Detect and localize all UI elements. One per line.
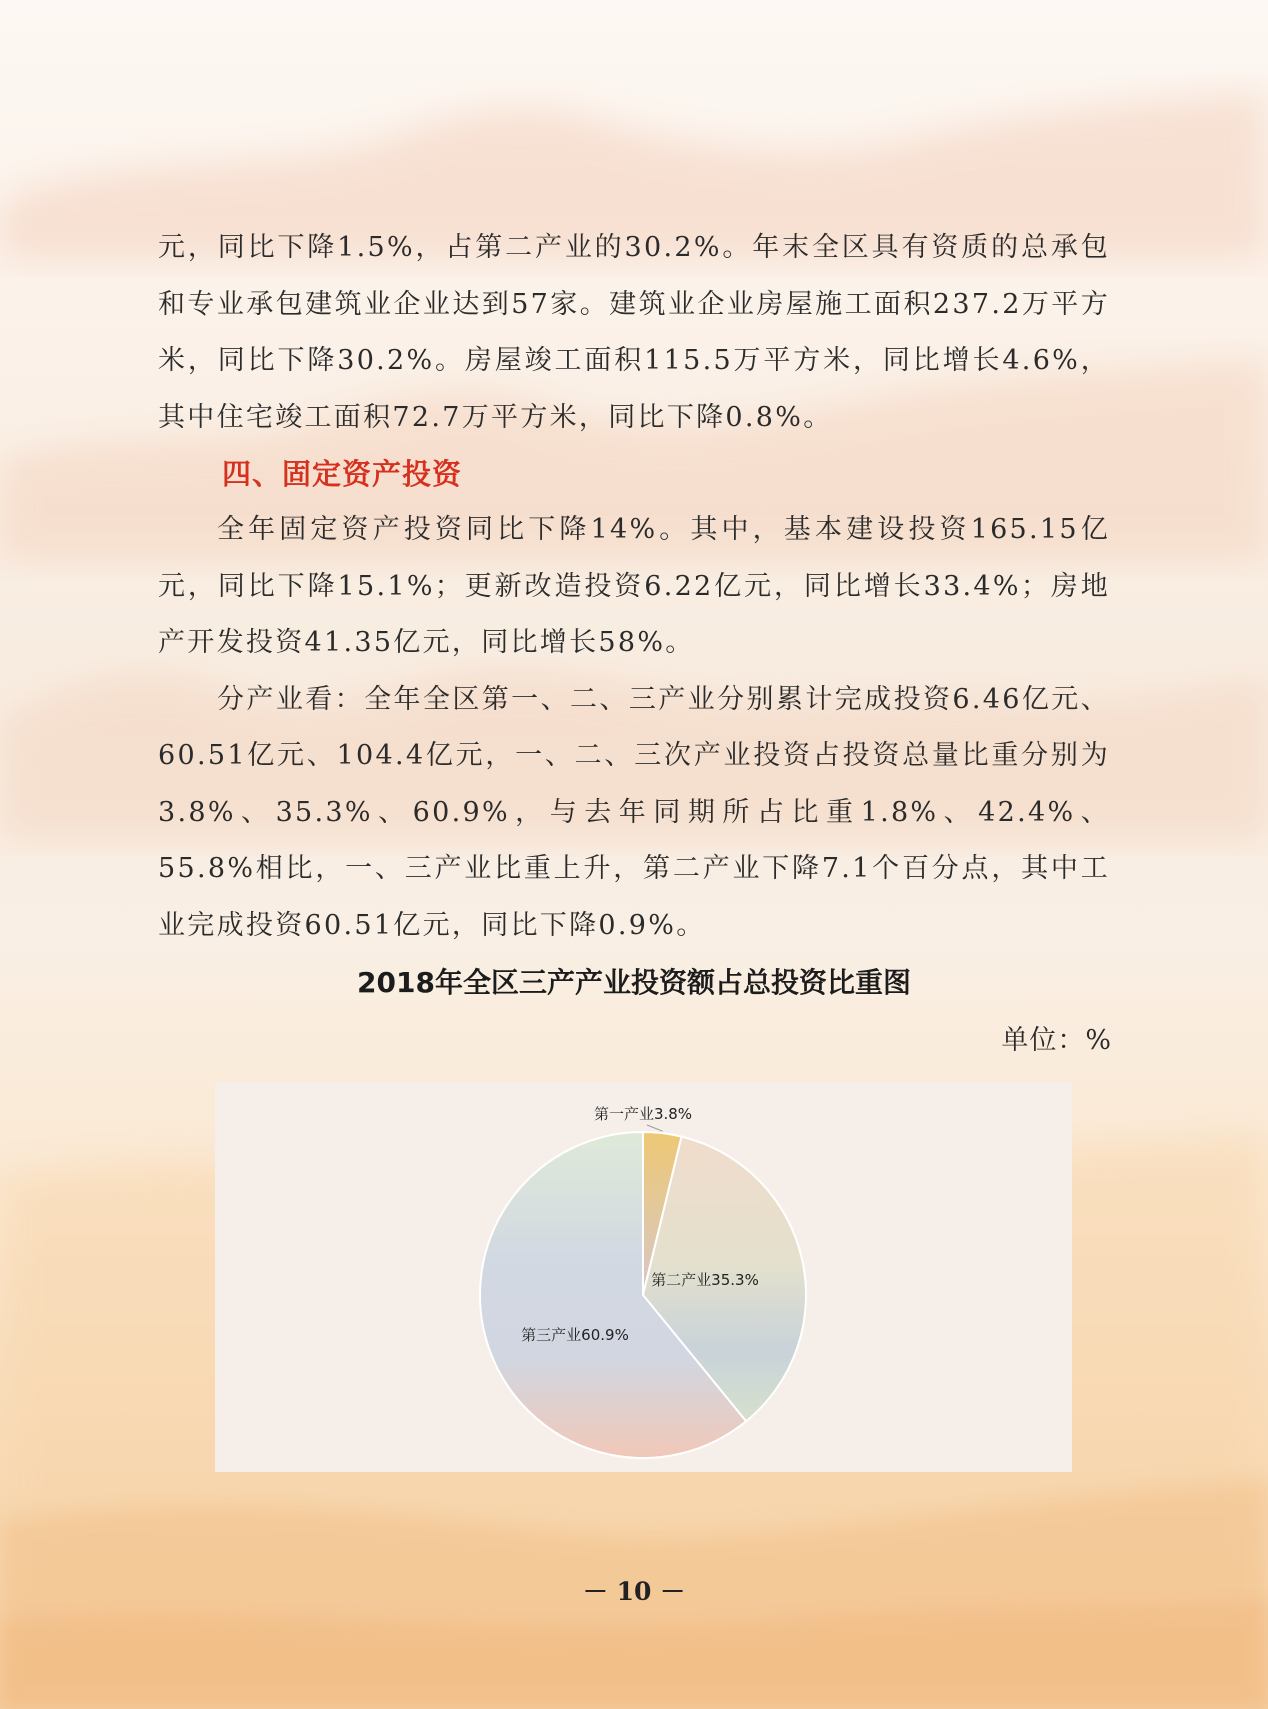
- pie-label-1: 第一产业3.8%: [593, 1105, 693, 1123]
- pie-chart: [215, 1082, 1072, 1472]
- paragraph-fixed-asset-investment: 全年固定资产投资同比下降14%。其中，基本建设投资165.15亿元，同比下降15.1%；更新改造投资6.22亿元，同比增长33.4%；房地产开发投资41.35亿元，同比增长58%。: [158, 514, 1110, 658]
- chart-title: 2018年全区三产产业投资额占总投资比重图: [357, 966, 911, 999]
- pie-chart-svg: [215, 1082, 1072, 1472]
- pie-label-3: 第三产业60.9%: [521, 1326, 629, 1344]
- body-text: [158, 220, 1110, 954]
- pie-leader-line-1: [647, 1125, 663, 1131]
- paragraph-industry-breakdown: 分产业看：全年全区第一、二、三产业分别累计完成投资6.46亿元、60.51亿元、104.4亿元，一、二、三次产业投资占投资总量比重分别为3.8%、35.3%、60.9%，与去年同期所占比重1.8%、42.4%、55.8%相比，一、三产业比重上升，第二产业下降7.1个百分点，其中工业完成投资60.51亿元，同比下降0.9%。: [158, 683, 1110, 941]
- page-number: － 10 －: [582, 1577, 686, 1606]
- section-heading-fixed-assets: 四、固定资产投资: [222, 457, 463, 491]
- paragraph-construction: 元，同比下降1.5%，占第二产业的30.2%。年末全区具有资质的总承包和专业承包建筑业企业达到57家。建筑业企业房屋施工面积237.2万平方米，同比下降30.2%。房屋竣工面积115.5万平方米，同比增长4.6%，其中住宅竣工面积72.7万平方米，同比下降0.8%。: [158, 232, 1110, 433]
- pie-label-2: 第二产业35.3%: [651, 1271, 759, 1289]
- chart-unit-label: 单位：%: [1001, 1025, 1112, 1056]
